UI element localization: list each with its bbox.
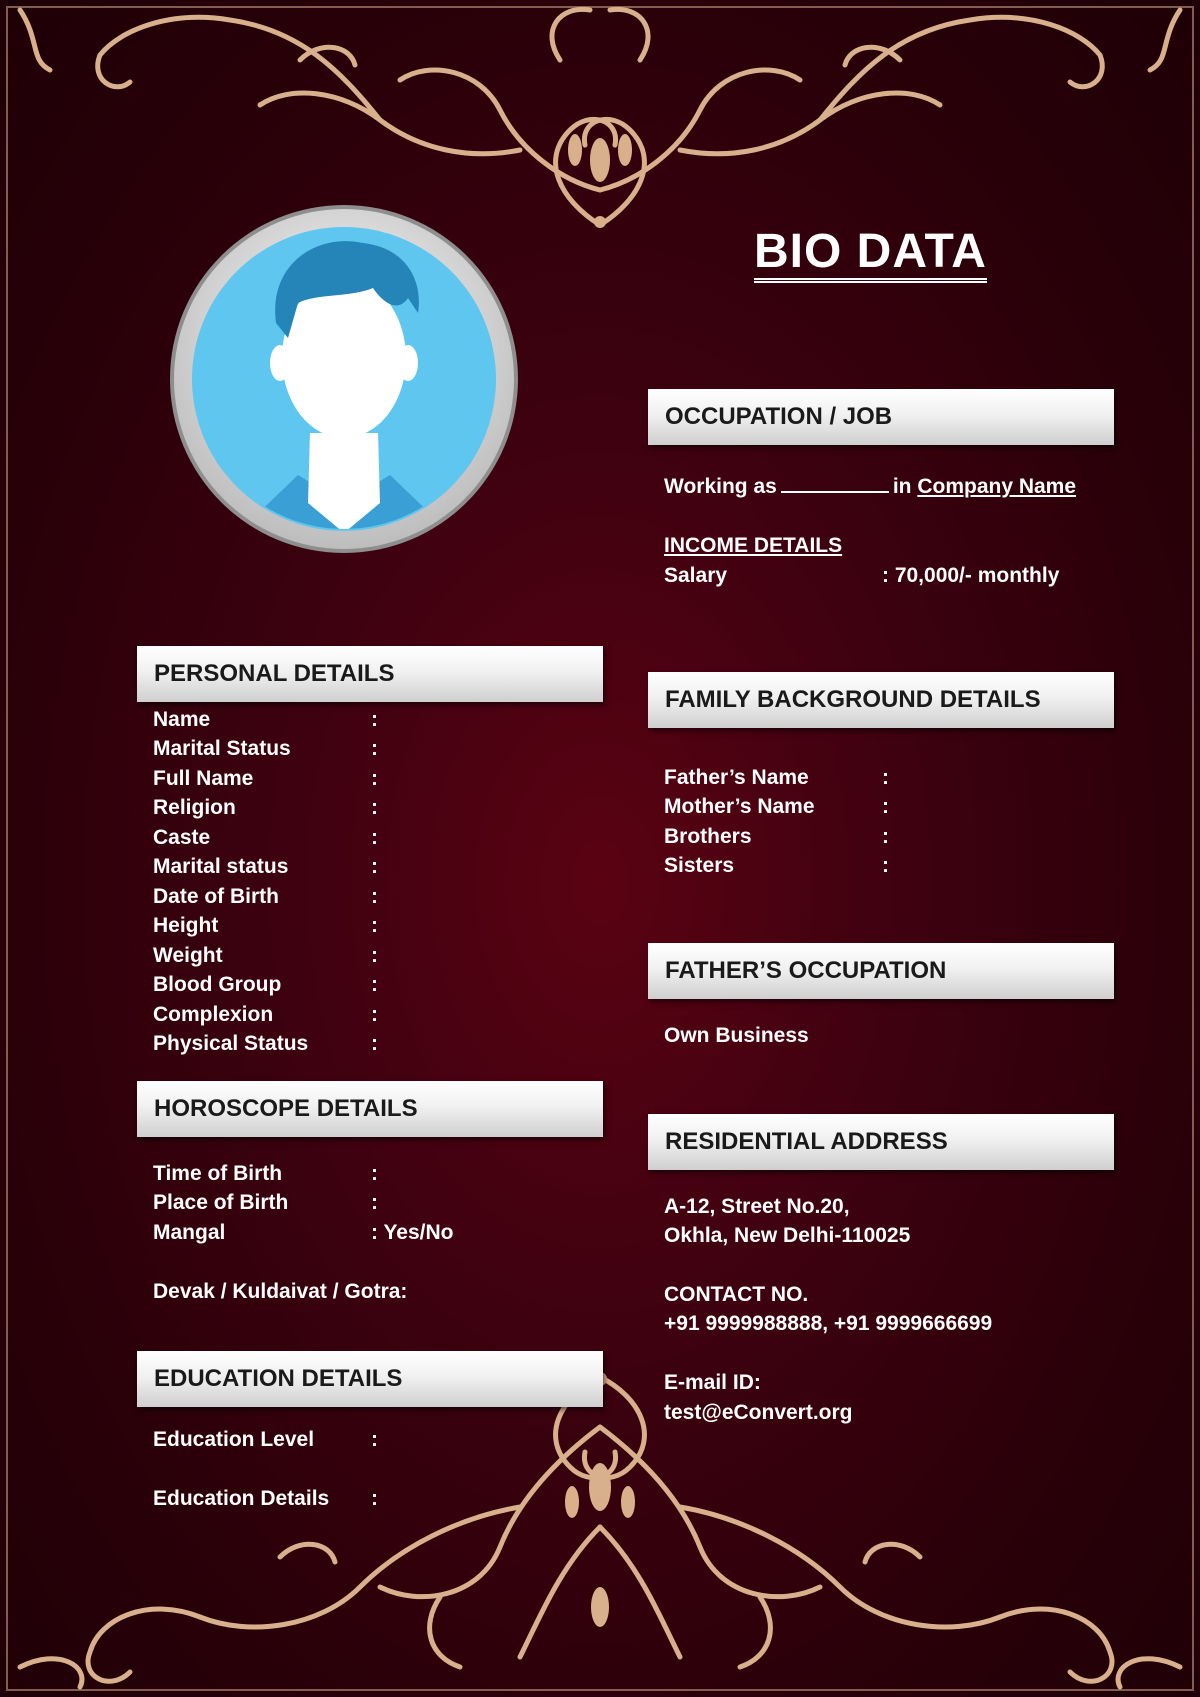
father-occupation-value: Own Business [664, 1024, 809, 1047]
field-label: Date of Birth [153, 884, 279, 908]
father-occupation-header: FATHER’S OCCUPATION [648, 943, 1114, 999]
field-value: : [371, 796, 378, 820]
field-value: : [371, 737, 378, 761]
list-item [153, 735, 378, 765]
field-label: Religion [153, 796, 236, 820]
working-prefix: Working as [664, 475, 777, 498]
field-label: Marital Status [153, 737, 291, 761]
field-label: Father’s Name [664, 765, 809, 789]
list-item [153, 764, 378, 794]
field-value: : [882, 795, 889, 819]
field-value: : [882, 854, 889, 878]
list-item [153, 1189, 378, 1219]
working-as-line [664, 472, 1076, 502]
list-item [153, 882, 378, 912]
field-label: Time of Birth [153, 1161, 283, 1185]
field-label: Full Name [153, 766, 254, 790]
list-item [153, 853, 378, 883]
field-value: : [371, 1191, 378, 1215]
list-item [153, 1030, 378, 1060]
list-item [153, 1000, 378, 1030]
field-value: : [371, 1002, 378, 1026]
page-title: BIO DATA [754, 226, 987, 283]
family-background-header: FAMILY BACKGROUND DETAILS [648, 672, 1114, 728]
contact-label: CONTACT NO. [664, 1283, 809, 1306]
working-in: in [892, 475, 912, 498]
field-label: Blood Group [153, 973, 282, 997]
field-value: : [371, 914, 378, 938]
field-label: Mother’s Name [664, 795, 815, 819]
field-label: Caste [153, 825, 211, 849]
salary-label: Salary [664, 564, 728, 587]
list-item [153, 823, 378, 853]
list-item [153, 941, 378, 971]
address-line-1: A-12, Street No.20, [664, 1195, 850, 1218]
field-value: : [371, 707, 378, 731]
field-label: Physical Status [153, 1032, 309, 1056]
contact-value: +91 9999988888, +91 9999666699 [664, 1312, 993, 1335]
field-value: : [371, 766, 378, 790]
personal-details-header: PERSONAL DETAILS [137, 646, 603, 702]
field-value: : [371, 825, 378, 849]
income-heading: INCOME DETAILS [664, 534, 843, 557]
education-level-label: Education Level [153, 1428, 315, 1451]
list-item [664, 822, 889, 852]
field-label: Marital status [153, 855, 289, 879]
education-details-value: : [371, 1487, 378, 1510]
family-details-list [664, 763, 889, 881]
field-value: : [371, 884, 378, 908]
company-name: Company Name [917, 475, 1077, 498]
horoscope-details-header: HOROSCOPE DETAILS [137, 1081, 603, 1137]
list-item [664, 852, 889, 882]
field-value: : [371, 1032, 378, 1056]
email-label: E-mail ID: [664, 1371, 761, 1394]
field-value: : [882, 824, 889, 848]
field-label: Weight [153, 943, 223, 967]
field-value: : [371, 943, 378, 967]
list-item [664, 763, 889, 793]
field-label: Complexion [153, 1002, 274, 1026]
address-line-2: Okhla, New Delhi-110025 [664, 1224, 911, 1247]
horoscope-details-list [153, 1159, 454, 1248]
field-label: Name [153, 707, 211, 731]
list-item [153, 1159, 378, 1189]
list-item [153, 971, 378, 1001]
designation-blank [781, 475, 889, 493]
list-item [664, 793, 889, 823]
field-value: : [371, 1161, 378, 1185]
field-value: : [882, 765, 889, 789]
field-label: Mangal [153, 1220, 226, 1244]
residential-address-header: RESIDENTIAL ADDRESS [648, 1114, 1114, 1170]
field-value: : [371, 855, 378, 879]
education-level-value: : [371, 1428, 378, 1451]
list-item [153, 912, 378, 942]
education-details-header: EDUCATION DETAILS [137, 1351, 603, 1407]
list-item [153, 705, 378, 735]
field-label: Place of Birth [153, 1191, 289, 1215]
email-value[interactable]: test@eConvert.org [664, 1401, 853, 1424]
education-details-label: Education Details [153, 1487, 330, 1510]
salary-value: : 70,000/- monthly [882, 564, 1060, 587]
personal-details-list [153, 705, 378, 1059]
avatar-icon [168, 203, 520, 555]
gotra-label: Devak / Kuldaivat / Gotra: [153, 1280, 408, 1303]
bottom-ornament-icon [0, 1367, 1200, 1697]
list-item [153, 1218, 454, 1248]
field-label: Brothers [664, 824, 752, 848]
occupation-header: OCCUPATION / JOB [648, 389, 1114, 445]
field-value: : Yes/No [371, 1220, 454, 1244]
list-item [153, 794, 378, 824]
field-value: : [371, 973, 378, 997]
field-label: Height [153, 914, 219, 938]
field-label: Sisters [664, 854, 735, 878]
